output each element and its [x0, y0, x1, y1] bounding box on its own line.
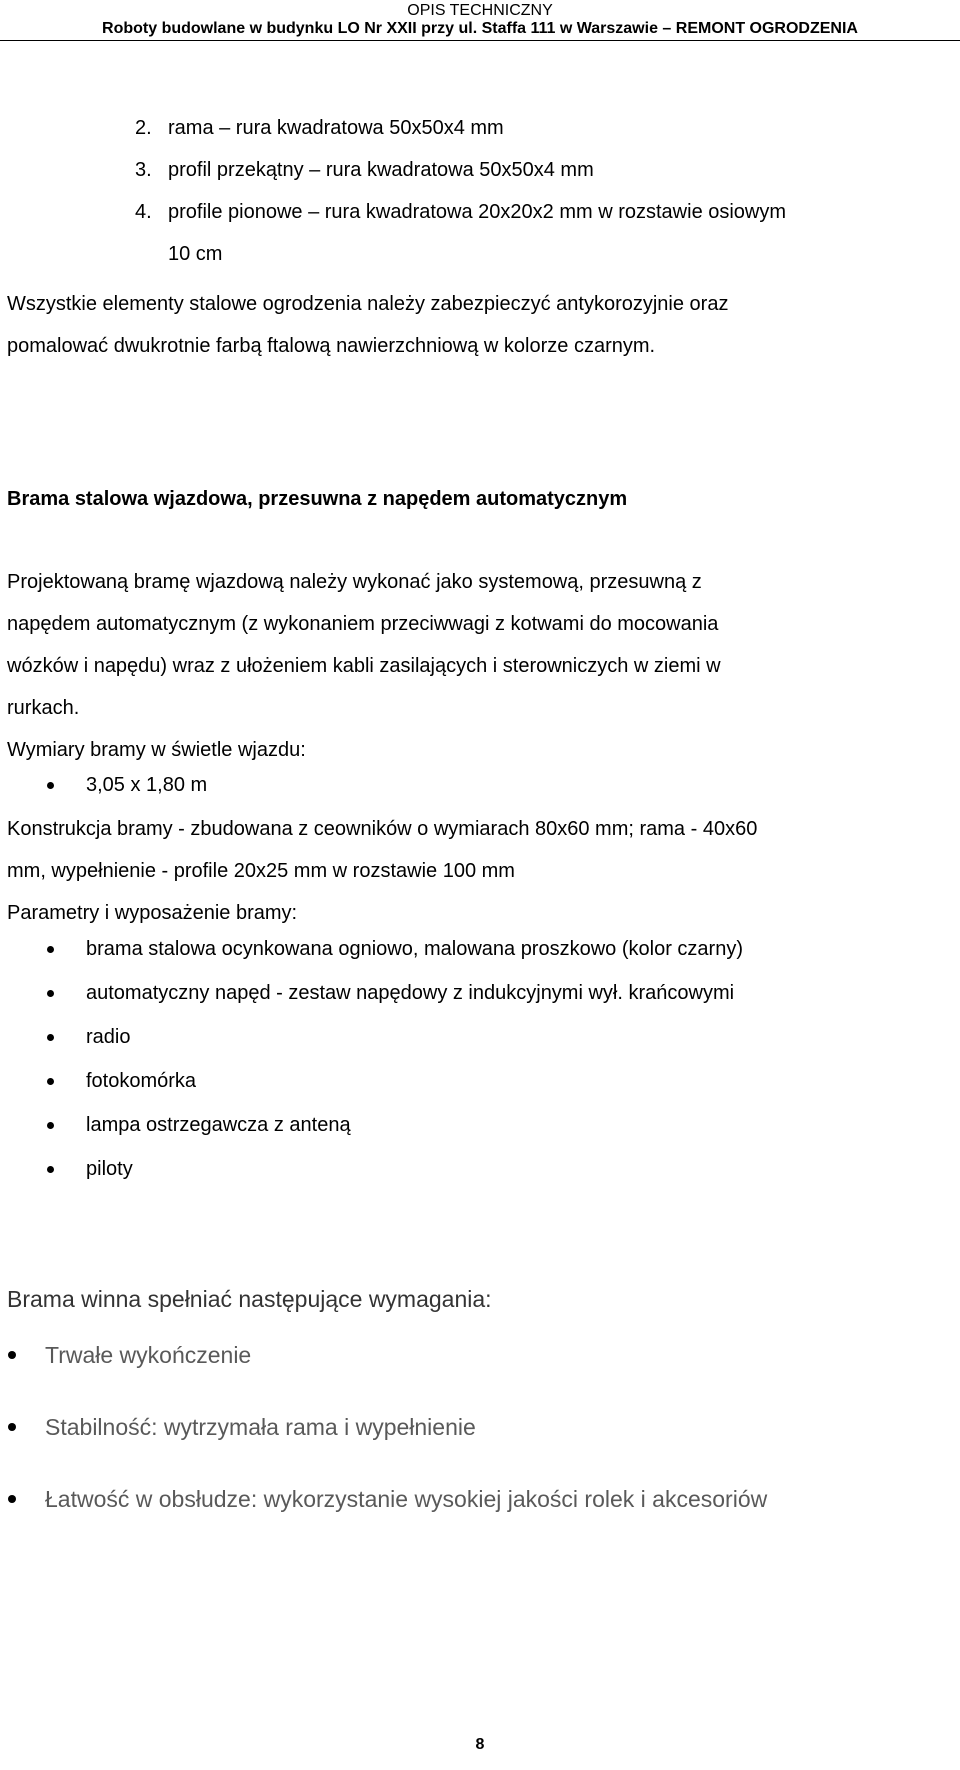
- list-item: [135, 191, 955, 233]
- bullet-icon: [8, 1351, 16, 1359]
- list-item: [0, 1060, 960, 1104]
- parameter-text: lampa ostrzegawcza z anteną: [86, 1114, 351, 1136]
- paragraph-line: napędem automatycznym (z wykonaniem przeciwwagi z kotwami do mocowania: [7, 613, 719, 635]
- bullet-icon: [8, 1423, 16, 1431]
- requirement-text: Stabilność: wytrzymała rama i wypełnienie: [45, 1414, 476, 1440]
- requirement-text: Łatwość w obsłudze: wykorzystanie wysokiej jakości rolek i akcesoriów: [45, 1486, 768, 1512]
- paragraph-line: mm, wypełnienie - profile 20x25 mm w rozstawie 100 mm: [7, 860, 515, 882]
- list-item: [135, 107, 955, 149]
- parameter-text: radio: [86, 1026, 131, 1048]
- page-header: [0, 2, 960, 38]
- list-item: [0, 928, 960, 972]
- parameter-text: brama stalowa ocynkowana ogniowo, malowana proszkowo (kolor czarny): [86, 938, 743, 960]
- bullet-icon: [47, 990, 54, 997]
- bullet-icon: [47, 782, 54, 789]
- parameters-label: Parametry i wyposażenie bramy:: [7, 902, 298, 924]
- paragraph-line: rurkach.: [7, 697, 80, 719]
- parameters-list: [0, 928, 960, 1192]
- gate-heading: Brama stalowa wjazdowa, przesuwna z napędem automatycznym: [7, 488, 628, 510]
- dimensions-list: [0, 764, 960, 808]
- list-item: [0, 972, 960, 1016]
- parameter-text: piloty: [86, 1158, 133, 1180]
- paragraph-line: Wszystkie elementy stalowe ogrodzenia należy zabezpieczyć antykorozyjnie oraz: [7, 293, 729, 315]
- list-item: [0, 1479, 960, 1551]
- paragraph-line: Projektowaną bramę wjazdową należy wykonać jako systemową, przesuwną z: [7, 571, 702, 593]
- bullet-icon: [47, 1122, 54, 1129]
- construction-paragraph: [7, 808, 955, 934]
- requirement-text: Trwałe wykończenie: [45, 1342, 252, 1368]
- paragraph-line: Konstrukcja bramy - zbudowana z ceowników o wymiarach 80x60 mm; rama - 40x60: [7, 818, 758, 840]
- bullet-icon: [47, 1034, 54, 1041]
- steel-paragraph: [7, 283, 955, 367]
- list-item: [0, 1335, 960, 1407]
- list-number: 4.: [135, 201, 152, 223]
- bullet-icon: [47, 1078, 54, 1085]
- list-number: 3.: [135, 159, 152, 181]
- document-subtitle: Roboty budowlane w budynku LO Nr XXII przy ul. Staffa 111 w Warszawie – REMONT OGRODZENIA: [102, 20, 858, 37]
- paragraph-line: pomalować dwukrotnie farbą ftalową nawierzchniową w kolorze czarnym.: [7, 335, 656, 357]
- document-title: OPIS TECHNICZNY: [407, 2, 553, 19]
- list-text: rama – rura kwadratowa 50x50x4 mm: [168, 117, 504, 139]
- list-item: [0, 764, 960, 808]
- list-item: [135, 149, 955, 191]
- page-number-text: 8: [475, 1736, 485, 1753]
- numbered-list: [135, 107, 955, 275]
- list-text: profile pionowe – rura kwadratowa 20x20x2 mm w rozstawie osiowym: [168, 201, 787, 223]
- dimensions-value: 3,05 x 1,80 m: [86, 774, 208, 796]
- list-item: [0, 1148, 960, 1192]
- list-text: profil przekątny – rura kwadratowa 50x50x4 mm: [168, 159, 594, 181]
- list-item: [0, 1407, 960, 1479]
- bullet-icon: [47, 946, 54, 953]
- bullet-icon: [8, 1495, 16, 1503]
- parameter-text: fotokomórka: [86, 1070, 197, 1092]
- requirements-list: [0, 1335, 960, 1551]
- gate-paragraph: [7, 561, 955, 771]
- parameter-text: automatyczny napęd - zestaw napędowy z indukcyjnymi wył. krańcowymi: [86, 982, 735, 1004]
- requirements-heading: Brama winna spełniać następujące wymagania:: [7, 1286, 492, 1312]
- header-divider: [0, 40, 960, 41]
- list-item-continuation: 10 cm: [168, 243, 223, 265]
- bullet-icon: [47, 1166, 54, 1173]
- paragraph-line: wózków i napędu) wraz z ułożeniem kabli zasilających i sterowniczych w ziemi w: [7, 655, 721, 677]
- list-item: [0, 1104, 960, 1148]
- list-item: [0, 1016, 960, 1060]
- list-number: 2.: [135, 117, 152, 139]
- dimensions-label: Wymiary bramy w świetle wjazdu:: [7, 739, 306, 761]
- page-number: [0, 1736, 960, 1754]
